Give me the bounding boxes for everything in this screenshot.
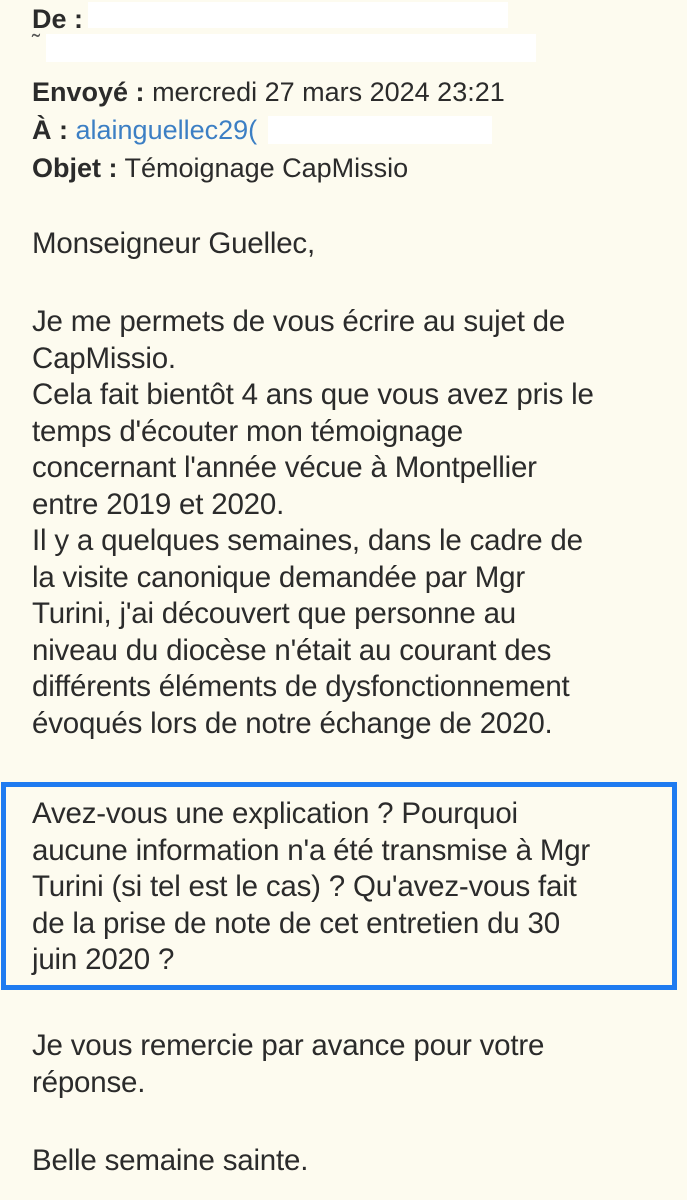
text-line: Je me permets de vous écrire au sujet de bbox=[32, 305, 566, 338]
greeting: Monseigneur Guellec, bbox=[32, 227, 315, 260]
text-line: Turini (si tel est le cas) ? Qu'avez-vous fait bbox=[32, 870, 577, 903]
redacted-recipient-domain bbox=[268, 116, 492, 144]
sent-line bbox=[32, 75, 505, 109]
redacted-sender-email bbox=[46, 34, 536, 62]
text-line: évoqués lors de notre échange de 2020. bbox=[32, 706, 553, 740]
text-line: réponse. bbox=[32, 1065, 146, 1099]
sent-label: Envoyé : bbox=[32, 77, 145, 107]
closing: Belle semaine sainte. bbox=[32, 1144, 309, 1177]
text-line: différents éléments de dysfonctionnement bbox=[32, 670, 570, 703]
redacted-mark: ˜ bbox=[32, 30, 40, 57]
thanks-paragraph bbox=[32, 1028, 662, 1101]
text-line: de la prise de note de cet entretien du 30 bbox=[32, 906, 560, 940]
text-line: concernant l'année vécue à Montpellier bbox=[32, 451, 537, 484]
text-line: temps d'écouter mon témoignage bbox=[32, 414, 463, 448]
text-line: la visite canonique demandée par Mgr bbox=[32, 560, 525, 594]
to-line bbox=[32, 113, 257, 147]
to-label: À : bbox=[32, 115, 68, 145]
text-line: juin 2020 ? bbox=[32, 943, 175, 976]
text-line: Turini, j'ai découvert que personne au bbox=[32, 597, 516, 630]
text-line: aucune information n'a été transmise à Mgr bbox=[32, 833, 591, 867]
subject-line bbox=[32, 151, 408, 185]
subject-label: Objet : bbox=[32, 153, 118, 183]
to-value[interactable]: alainguellec29( bbox=[75, 115, 258, 145]
text-line: Avez-vous une explication ? Pourquoi bbox=[32, 797, 518, 830]
text-line: entre 2019 et 2020. bbox=[32, 487, 285, 521]
text-line: niveau du diocèse n'était au courant des bbox=[32, 633, 552, 667]
from-label: De : bbox=[32, 4, 84, 34]
redacted-sender-name bbox=[88, 2, 508, 28]
text-line: CapMissio. bbox=[32, 341, 176, 375]
text-line: Il y a quelques semaines, dans le cadre de bbox=[32, 524, 583, 557]
sent-value: mercredi 27 mars 2024 23:21 bbox=[152, 77, 505, 107]
paragraph-1 bbox=[32, 304, 662, 742]
text-line: Je vous remercie par avance pour votre bbox=[32, 1029, 545, 1062]
text-line: Cela fait bientôt 4 ans que vous avez pris le bbox=[32, 378, 594, 411]
subject-value: Témoignage CapMissio bbox=[124, 153, 409, 183]
highlighted-paragraph bbox=[32, 796, 662, 979]
